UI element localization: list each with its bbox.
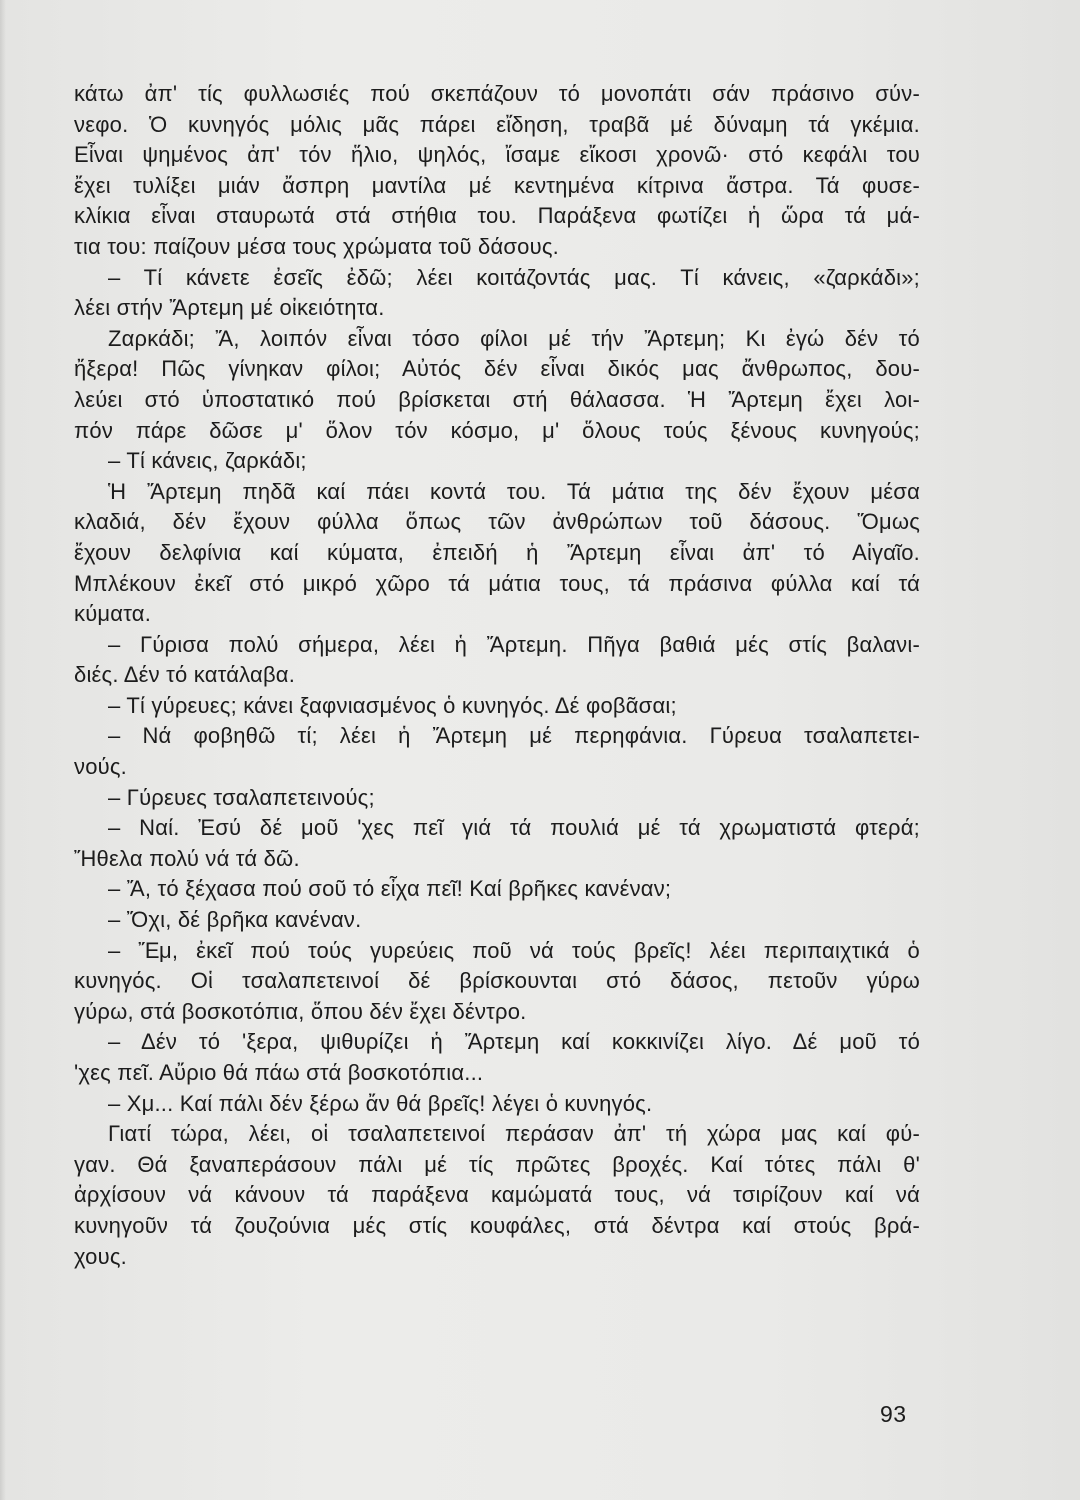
text-line: – Ἄ, τό ξέχασα πού σοῦ τό εἶχα πεῖ! Καί βρῆκες κανέναν; bbox=[108, 876, 672, 902]
text-line: – Γύρευες τσαλαπετεινούς; bbox=[108, 784, 375, 810]
body-text bbox=[74, 79, 920, 1272]
text-line: – Τί κάνετε ἐσεῖς ἐδῶ; λέει κοιτάζοντάς μας. Τί κάνεις, «ζαρκάδι»; bbox=[108, 264, 920, 290]
text-line: Μπλέκουν ἐκεῖ στό μικρό χῶρο τά μάτια τους, τά πράσινα φύλλα καί τά bbox=[74, 570, 920, 596]
text-line: νούς. bbox=[74, 754, 127, 780]
text-line: ἀρχίσουν νά κάνουν τά παράξενα καμώματά τους, νά τσιρίζουν καί νά bbox=[74, 1182, 920, 1208]
text-line: γαν. Θά ξαναπεράσουν πάλι μέ τίς πρῶτες βροχές. Καί τότες πάλι θ' bbox=[74, 1151, 920, 1177]
text-line: 'χες πεῖ. Αὔριο θά πάω στά βοσκοτόπια... bbox=[74, 1060, 484, 1085]
text-line: κυνηγοῦν τά ζουζούνια μές στίς κουφάλες, στά δέντρα καί στούς βρά- bbox=[74, 1212, 920, 1238]
text-line: κάτω ἀπ' τίς φυλλωσιές πού σκεπάζουν τό μονοπάτι σάν πράσινο σύν- bbox=[74, 81, 920, 106]
text-line: λέει στήν Ἄρτεμη μέ οἰκειότητα. bbox=[74, 295, 385, 321]
text-line: – Τί γύρευες; κάνει ξαφνιασμένος ὁ κυνηγός. Δέ φοβᾶσαι; bbox=[108, 692, 677, 718]
text-line: ἔχουν δελφίνια καί κύματα, ἐπειδή ἡ Ἄρτεμη εἶναι ἀπ' τό Αἰγαῖο. bbox=[74, 539, 920, 565]
text-line: Εἶναι ψημένος ἀπ' τόν ἥλιο, ψηλός, ἴσαμε εἴκοσι χρονῶ· στό κεφάλι του bbox=[74, 142, 920, 168]
text-line: – Ἔμ, ἐκεῖ πού τούς γυρεύεις ποῦ νά τούς βρεῖς! λέει περιπαιχτικά ὁ bbox=[108, 937, 920, 963]
text-line: Ἤθελα πολύ νά τά δῶ. bbox=[74, 845, 300, 871]
text-line: – Χμ... Καί πάλι δέν ξέρω ἄν θά βρεῖς! λέγει ὁ κυνηγός. bbox=[108, 1090, 653, 1116]
text-line: – Νά φοβηθῶ τί; λέει ἡ Ἄρτεμη μέ περηφάνια. Γύρευα τσαλαπετει- bbox=[108, 723, 920, 749]
text-line: – Τί κάνεις, ζαρκάδι; bbox=[108, 448, 307, 474]
text-line: – Ὄχι, δέ βρῆκα κανέναν. bbox=[108, 907, 362, 933]
text-line: κλαδιά, δέν ἔχουν φύλλα ὅπως τῶν ἀνθρώπων τοῦ δάσους. Ὅμως bbox=[74, 509, 920, 535]
text-line: Ζαρκάδι; Ἄ, λοιπόν εἶναι τόσο φίλοι μέ τήν Ἄρτεμη; Κι ἐγώ δέν τό bbox=[108, 325, 920, 351]
page-number: 93 bbox=[880, 1401, 907, 1427]
text-line: κύματα. bbox=[74, 601, 152, 627]
text-line: Γιατί τώρα, λέει, οἱ τσαλαπετεινοί περάσαν ἀπ' τή χώρα μας καί φύ- bbox=[108, 1121, 920, 1147]
text-line: χους. bbox=[74, 1243, 127, 1269]
text-line: Ἡ Ἄρτεμη πηδᾶ καί πάει κοντά του. Τά μάτια της δέν ἔχουν μέσα bbox=[108, 478, 920, 504]
text-line: νεφο. Ὁ κυνηγός μόλις μᾶς πάρει εἴδηση, τραβᾶ μέ δύναμη τά γκέμια. bbox=[74, 111, 920, 137]
text-line: ἤξερα! Πῶς γίνηκαν φίλοι; Αὐτός δέν εἶναι δικός μας ἄνθρωπος, δου- bbox=[74, 356, 920, 382]
text-line: κλίκια εἶναι σταυρωτά στά στήθια του. Παράξενα φωτίζει ἡ ὥρα τά μά- bbox=[74, 203, 920, 229]
text-line: κυνηγός. Οἱ τσαλαπετεινοί δέ βρίσκουνται στό δάσος, πετοῦν γύρω bbox=[74, 968, 920, 994]
text-line: τια του: παίζουν μέσα τους χρώματα τοῦ δάσους. bbox=[74, 233, 559, 259]
text-line: – Δέν τό 'ξερα, ψιθυρίζει ἡ Ἄρτεμη καί κοκκινίζει λίγο. Δέ μοῦ τό bbox=[108, 1029, 920, 1055]
text-line: – Γύρισα πολύ σήμερα, λέει ἡ Ἄρτεμη. Πῆγα βαθιά μές στίς βαλανι- bbox=[108, 631, 920, 657]
text-line: διές. Δέν τό κατάλαβα. bbox=[74, 662, 296, 688]
text-line: λεύει στό ὑποστατικό πού βρίσκεται στή θάλασσα. Ἡ Ἄρτεμη ἔχει λοι- bbox=[74, 386, 920, 412]
text-line: – Ναί. Ἐσύ δέ μοῦ 'χες πεῖ γιά τά πουλιά μέ τά χρωματιστά φτερά; bbox=[108, 815, 920, 841]
text-line: πόν πάρε δῶσε μ' ὅλον τόν κόσμο, μ' ὅλους τούς ξένους κυνηγούς; bbox=[74, 417, 920, 443]
text-line: ἔχει τυλίξει μιάν ἄσπρη μαντίλα μέ κεντημένα κίτρινα ἄστρα. Τά φυσε- bbox=[74, 172, 920, 198]
text-line: γύρω, στά βοσκοτόπια, ὅπου δέν ἔχει δέντρο. bbox=[74, 998, 527, 1024]
